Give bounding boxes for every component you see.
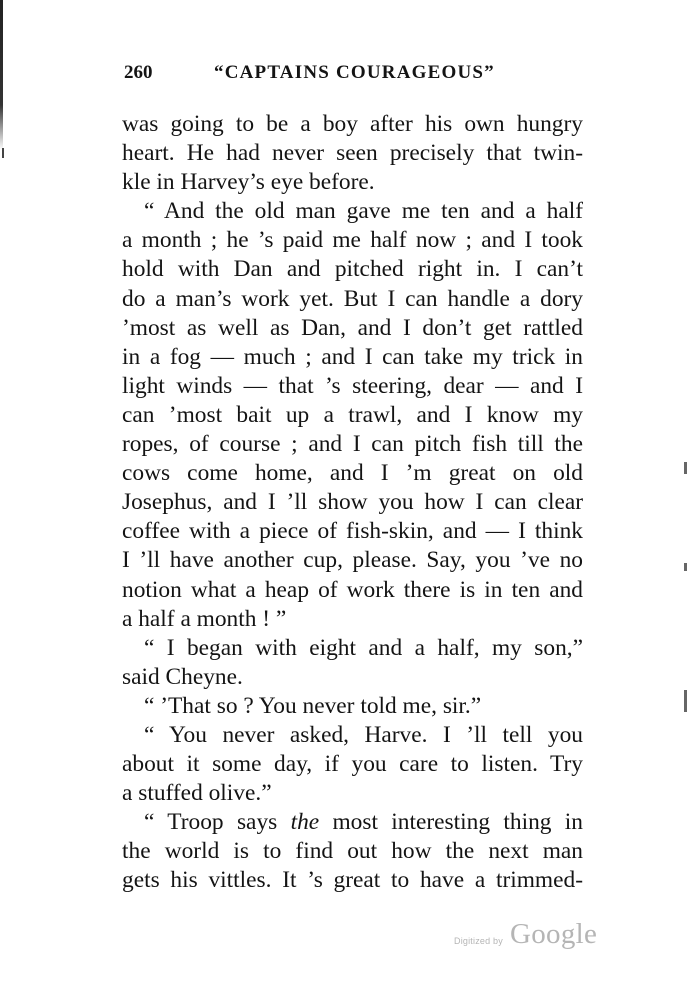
text-line: in a fog — much ; and I can take my trick in <box>122 343 583 370</box>
text-line: Josephus, and I ’ll show you how I can clear <box>122 489 583 516</box>
page-edge-mark <box>0 0 3 150</box>
text-line: a month ; he ’s paid me half now ; and I took <box>122 227 583 254</box>
google-logo: Google <box>510 918 598 950</box>
body-text <box>122 110 583 896</box>
text-line: I ’ll have another cup, please. Say, you ’ve no <box>122 547 583 574</box>
text-line: “ You never asked, Harve. I ’ll tell you <box>144 721 583 748</box>
text-line: the world is to find out how the next man <box>122 838 583 865</box>
text-line: was going to be a boy after his own hungry <box>122 111 583 137</box>
text-line: hold with Dan and pitched right in. I can’t <box>122 256 583 283</box>
text-line: “ I began with eight and a half, my son,” <box>144 634 583 661</box>
margin-speck <box>684 462 687 474</box>
text-line: coffee with a piece of fish-skin, and — I think <box>122 518 583 545</box>
running-header <box>124 62 584 90</box>
page-edge-speck <box>2 148 4 158</box>
text-line: notion what a heap of work there is in ten and <box>122 576 583 603</box>
text-line: kle in Harvey’s eye before. <box>122 169 375 196</box>
text-line: ’most as well as Dan, and I don’t get rattled <box>122 314 583 341</box>
text-line: “ And the old man gave me ten and a half <box>144 198 583 225</box>
text-line: gets his vittles. It ’s great to have a trimmed- <box>122 867 583 894</box>
page-number: 260 <box>124 62 153 83</box>
emphasis: the <box>290 809 320 836</box>
digitization-watermark <box>454 918 614 958</box>
digitized-by-label: Digitized by <box>454 936 503 946</box>
text-line: a stuffed olive.” <box>122 780 272 807</box>
text-line: do a man’s work yet. But I can handle a dory <box>122 285 583 312</box>
text-line: cows come home, and I ’m great on old <box>122 460 583 487</box>
text-line: a half a month ! ” <box>122 605 287 632</box>
text-line: about it some day, if you care to listen. Try <box>122 751 583 778</box>
running-title: “CAPTAINS COURAGEOUS” <box>214 62 495 83</box>
margin-speck <box>684 563 687 571</box>
text-line: can ’most bait up a trawl, and I know my <box>122 401 583 428</box>
margin-speck <box>684 690 687 712</box>
text-line: ropes, of course ; and I can pitch fish till the <box>122 431 583 458</box>
text-line: “ ’That so ? You never told me, sir.” <box>144 692 482 719</box>
text-line: heart. He had never seen precisely that twin- <box>122 140 583 167</box>
text-line: “ Troop says the most interesting thing in <box>144 809 583 836</box>
text-line: said Cheyne. <box>122 663 243 690</box>
text-line: light winds — that ’s steering, dear — and I <box>122 372 583 399</box>
